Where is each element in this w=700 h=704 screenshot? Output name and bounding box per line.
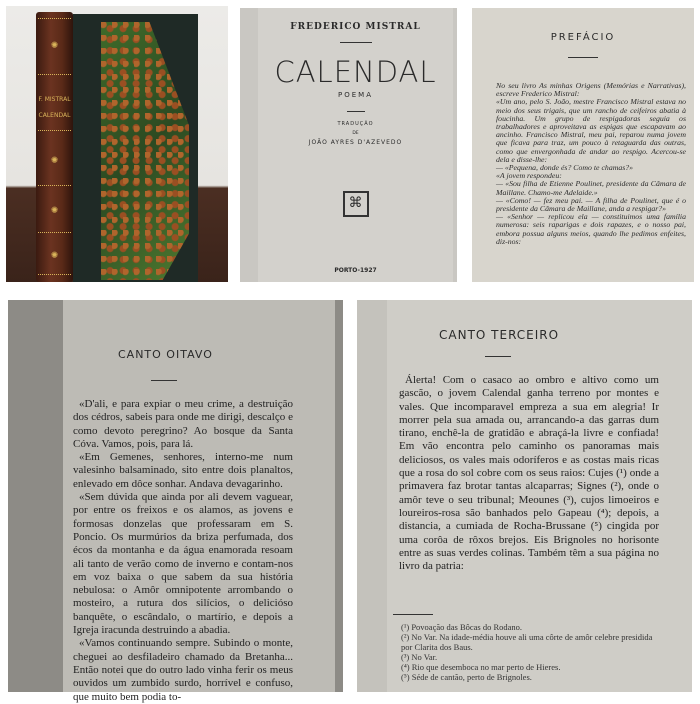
footnotes — [401, 622, 659, 682]
preface-line: «A jovem respondeu: — [496, 171, 562, 181]
divider — [347, 111, 365, 112]
divider — [340, 42, 372, 43]
book-spine — [36, 12, 73, 282]
footnote: (⁵) Séde de cantão, perto de Brignoles. — [401, 672, 532, 682]
canto-heading: CANTO OITAVO — [118, 348, 213, 361]
spine-ornament-icon: ✺ — [50, 205, 59, 215]
canto-text — [73, 398, 293, 704]
paragraph: «Em Gemenes, senhores, interno-me num valesinho balsaminado, sito entre dois planaltos, enlevado em dôce sonhar. Andava devagarinho. — [73, 451, 293, 490]
canto-text: Álerta! Com o casaco ao ombro e altivo como um gascão, o jovem Calendal ganha terreno por montes e vales. Que incomparavel empreza a sua em alegria! Ir morrer pela sua amada ou, arrancando-a das garras dum tirano, enchê-la de gratidão e abraçá-la livre e confiada! Em vão encontra pelo caminho os panoramas mais deliciosos, os vales mais odoríferos e as costas mais ricas que a rosa do sol cobre com os seus raios: Cujes (¹) onde a primavera faz brotar tantas alcaparras; Signes (²), onde o amôr teve o seu tribunal; Meounes (³), cujos limoeiros e loureiros-rosa são banhados pelo Gapeau (⁴); depois, a distancia, a cumiada de Rocha-Brussane (⁵) cingida por uma corôa de rôxos brejos. Eis Brignoles no horisonte entre as suas verdes colinas. Também têm a sua página no livro da patria: — [399, 374, 659, 573]
paragraph: «D'ali, e para expiar o meu crime, a destruição dos cédros, sabeis para onde me dirigi, descalço e como devoto peregrino? Ao bosque da Santa Cóva. Vamos, pois, para lá. — [73, 398, 293, 450]
canto-terceiro-page-photo — [357, 300, 692, 692]
preface-line: — «Senhor — replicou ela — constituimos uma família numerosa: seis raparigas e dois rapazes, e o nosso pai, embora possua alguns meios, quando lhe pedimos enfeites, diz-nos: — [496, 212, 686, 246]
spine-ornament-icon: ✺ — [50, 250, 59, 260]
title-page — [258, 8, 453, 282]
preface-line: — «Pequena, donde és? Como te chamas?» — [496, 163, 634, 173]
preface-heading: PREFÁCIO — [550, 32, 616, 43]
canto-oitavo-page-photo — [8, 300, 343, 703]
paragraph: «Vamos continuando sempre. Subindo o monte, cheguei ao desfiladeiro chamado da Bretanha... Então notei que do outro lado vinha ferir os meus ouvidos um zumbido surdo, horrível e confuso, que muito bem podia to- — [73, 637, 293, 703]
canto-terceiro-page — [387, 300, 692, 692]
spine-author: F. MISTRAL — [38, 96, 71, 103]
preface-line: — «Sou filha de Etienne Poulinet, presidente da Câmara de Maillane. Chamo-me Adelaide.» — [496, 179, 686, 197]
gilt-band — [38, 18, 71, 19]
gilt-band — [38, 74, 71, 75]
gilt-band — [38, 130, 71, 131]
divider — [151, 380, 177, 381]
title-page-photo — [240, 8, 457, 282]
book-title: CALENDAL — [274, 55, 437, 89]
by-label: DE — [352, 131, 359, 136]
preface-line: No seu livro As minhas Origens (Memórias e Narrativas), escreve Frederico Mistral: — [496, 81, 686, 99]
book-cover-photo — [6, 6, 228, 282]
translation-label: TRADUÇÃO — [337, 121, 374, 127]
divider — [485, 356, 511, 357]
canto-heading: CANTO TERCEIRO — [439, 328, 560, 342]
author-name: FREDERICO MISTRAL — [290, 22, 421, 32]
gilt-band — [38, 185, 71, 186]
canto-oitavo-page — [63, 300, 335, 703]
footnote: (⁴) Rio que desemboca no mar perto de Hieres. — [401, 662, 561, 672]
preface-page-photo — [472, 8, 694, 282]
divider — [568, 57, 598, 58]
footnote: (³) No Var. — [401, 652, 438, 662]
subtitle: POEMA — [338, 91, 373, 99]
preface-text — [496, 82, 686, 246]
gilt-band — [38, 274, 71, 275]
footnote: (¹) Povoação das Bôcas do Rodano. — [401, 622, 523, 632]
translator-name: JOÃO AYRES D'AZEVEDO — [308, 139, 403, 146]
spine-title: CALENDAL — [38, 112, 71, 119]
footnote: (²) No Var. Na idade-média houve ali uma côrte de amôr celebre presidida por Clarita dos Baus. — [401, 632, 653, 652]
footnote-rule — [393, 614, 433, 615]
preface-line: — «Como! — fez meu pai. — A filha de Poulinet, que é o presidente da Câmara de Maillane, anda a respigar?» — [496, 195, 686, 214]
spine-ornament-icon: ✺ — [50, 40, 59, 50]
imprint: PORTO-1927 — [334, 267, 377, 274]
gilt-band — [38, 232, 71, 233]
preface-line: «Um ano, pelo S. João, mestre Francisco Mistral estava no meio dos seus trigais, que um rancho de ceifeiros abatia à foucinha. Um grupo de respigadoras seguia os trabalhadores e aproveitava as espigas que escapavam ao ancinho. Francisco Mistral, meu pai, reparou numa jovem que ficava para traz, um pouco à retaguarda das outras, como que envergonhada de andar ao respigo. Acercou-se dela e disse-lhe: — [496, 97, 686, 164]
paragraph: «Sem dúvida que ainda por ali devem vaguear, por entre os freixos e os alamos, as jovens e formosas donzelas que professaram em S. Poncio. Os murmúrios da briza perfumada, dos écos da montanha e da água enamorada resoam ali tanto de verão como de inverno e contam-nos em voz baixa o que sabem da sua história nebulosa: o Amôr omnipotente arrombando o mosteiro, a rutura dos silícios, o delicióso banquête, o escândalo, o martírio, e depois a Igreja iracunda destruindo a abadia. — [73, 491, 293, 637]
spine-ornament-icon: ✺ — [50, 155, 59, 165]
printer-mark-icon: ⌘ — [343, 191, 369, 217]
